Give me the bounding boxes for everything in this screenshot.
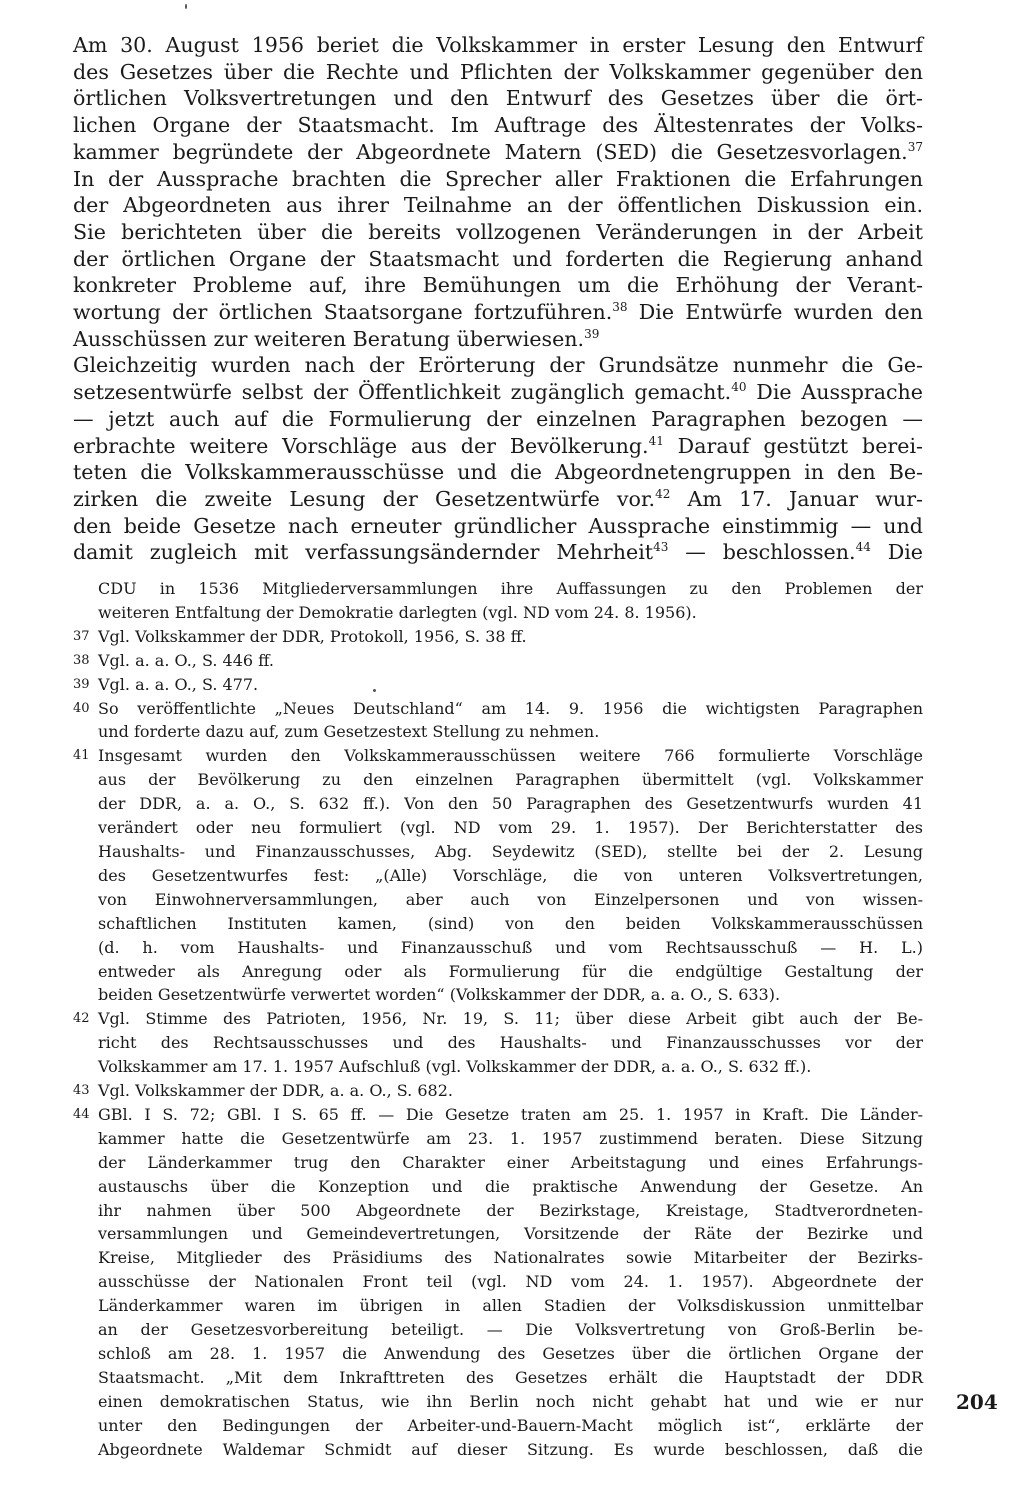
body-line-text: erbrachte weitere Vorschläge aus der Bevölkerung.	[73, 433, 649, 458]
footnote-ref-39: 39	[584, 326, 600, 341]
body-line	[73, 539, 923, 566]
footnote-38	[73, 649, 923, 673]
footnote-number: 44	[73, 1106, 90, 1122]
page-number: 204	[956, 1390, 998, 1414]
footnote-number: 39	[73, 676, 90, 692]
body-line-text: damit zugleich mit verfassungsändernder Mehrheit	[73, 540, 654, 565]
footnote-line: Abgeordnete Waldemar Schmidt auf dieser Sitzung. Es wurde beschlossen, daß die	[98, 1439, 923, 1459]
footnote-line: (d. h. vom Haushalts- und Finanzausschuß und vom Rechtsausschuß — H. L.)	[98, 937, 923, 957]
body-line: des Gesetzes über die Rechte und Pflichten der Volkskammer gegenüber den	[73, 59, 923, 84]
footnote-line: weiteren Entfaltung der Demokratie darlegten (vgl. ND vom 24. 8. 1956).	[98, 602, 697, 622]
body-line: der örtlichen Organe der Staatsmacht und forderten die Regierung anhand	[73, 246, 923, 271]
footnote-37	[73, 625, 923, 649]
body-line: der Abgeordneten aus ihrer Teilnahme an der öffentlichen Diskussion ein.	[73, 193, 923, 218]
body-line-text: kammer begründete der Abgeordnete Matern (SED) die Gesetzesvorlagen.	[73, 139, 908, 164]
body-line	[73, 299, 923, 326]
footnote-ref-37: 37	[907, 139, 923, 154]
body-line	[73, 433, 923, 460]
footnote-continuation	[73, 577, 923, 625]
body-line	[73, 486, 923, 513]
footnote-line: entweder als Anregung oder als Formulierung für die endgültige Gestaltung der	[98, 961, 923, 981]
footnote-line: beiden Gesetzentwürfe verwertet worden“ (Volkskammer der DDR, a. a. O., S. 633).	[98, 985, 781, 1005]
body-line: Am 30. August 1956 beriet die Volkskammer in erster Lesung den Entwurf	[73, 33, 923, 57]
body-line-text: —	[668, 540, 723, 565]
scan-speck	[373, 689, 376, 692]
footnote-number: 43	[73, 1083, 90, 1099]
footnote-ref-40: 40	[731, 380, 747, 395]
body-line-text: Die Aussprache	[746, 380, 923, 405]
footnote-line: einen demokratischen Status, wie ihn Berlin noch nicht gehabt hat und wie er nur	[98, 1391, 923, 1411]
footnote-line: Vgl. Volkskammer der DDR, a. a. O., S. 682.	[98, 1081, 453, 1101]
footnote-line: verändert oder neu formuliert (vgl. ND vom 29. 1. 1957). Der Berichterstatter des	[98, 818, 923, 838]
footnote-line: unter den Bedingungen der Arbeiter-und-Bauern-Macht möglich ist“, erklärte der	[98, 1415, 923, 1435]
footnote-ref-43: 43	[653, 540, 669, 555]
body-line: — jetzt auch auf die Formulierung der einzelnen Paragraphen bezogen —	[73, 406, 923, 431]
footnote-line: Vgl. Volkskammer der DDR, Protokoll, 1956, S. 38 ff.	[98, 626, 527, 646]
footnote-line: aus der Bevölkerung zu den einzelnen Paragraphen übermittelt (vgl. Volkskammer	[98, 770, 923, 790]
body-line	[73, 326, 923, 353]
footnote-line: schloß am 28. 1. 1957 die Anwendung des Gesetzes über die örtlichen Organe der	[98, 1344, 923, 1363]
footnote-line: Volkskammer am 17. 1. 1957 Aufschluß (vgl. Volkskammer der DDR, a. a. O., S. 632 ff.).	[98, 1057, 812, 1077]
body-line: konkreter Probleme auf, ihre Bemühungen um die Erhöhung der Verant-	[73, 273, 923, 298]
footnote-ref-42: 42	[655, 486, 671, 501]
footnote-line: von Einwohnerversammlungen, aber auch von Einzelpersonen und von wissen-	[98, 889, 923, 909]
footnote-number: 37	[73, 628, 90, 644]
footnote-number: 40	[73, 700, 90, 716]
footnote-number: 42	[73, 1011, 90, 1027]
scan-speck	[185, 4, 187, 9]
footnote-line: Haushalts- und Finanzausschusses, Abg. Seydewitz (SED), stellte bei der 2. Lesung	[98, 841, 923, 861]
body-line-text: Ausschüssen zur weiteren Beratung überwiesen.	[73, 326, 585, 351]
footnote-line: versammlungen und Gemeindevertretungen, Vorsitzende der Räte der Bezirke und	[98, 1224, 923, 1244]
body-line: den beide Gesetze nach erneuter gründlicher Aussprache einstimmig — und	[73, 513, 923, 538]
footnote-line: austauschs über die Konzeption und die praktische Anwendung der Gesetze. An	[98, 1176, 923, 1196]
body-text	[73, 32, 923, 566]
footnote-line: GBl. I S. 72; GBl. I S. 65 ff. — Die Gesetze traten am 25. 1. 1957 in Kraft. Die Länder-	[98, 1104, 923, 1124]
footnote-line: der DDR, a. a. O., S. 632 ff.). Von den 50 Paragraphen des Gesetzentwurfs wurden 41	[98, 794, 923, 814]
footnote-line: Vgl. Stimme des Patrioten, 1956, Nr. 19, S. 11; über diese Arbeit gibt auch der Be-	[98, 1009, 923, 1029]
body-line-text: zirken die zweite Lesung der Gesetzentwürfe vor.	[73, 486, 656, 511]
footnotes	[73, 577, 923, 1462]
footnote-line: des Gesetzentwurfes fest: „(Alle) Vorschläge, die von unteren Volksvertretungen,	[98, 865, 923, 885]
body-line: In der Aussprache brachten die Sprecher aller Fraktionen die Erfahrungen	[73, 166, 923, 191]
footnote-42	[73, 1007, 923, 1079]
body-line-text: Die Entwürfe wurden den	[627, 300, 923, 325]
footnote-line: an der Gesetzesvorbereitung beteiligt. — Die Volksvertretung von Groß-Berlin be-	[98, 1320, 923, 1340]
footnote-40	[73, 697, 923, 745]
body-line-text: setzesentwürfe selbst der Öffentlichkeit zugänglich gemacht.	[73, 380, 732, 405]
footnote-line: ihr nahmen über 500 Abgeordnete der Bezirkstage, Kreistage, Stadtverordneten-	[98, 1200, 923, 1220]
footnote-line: und forderte dazu auf, zum Gesetzestext Stellung zu nehmen.	[98, 722, 600, 742]
footnote-ref-44: 44	[855, 540, 871, 555]
footnote-39	[73, 673, 923, 697]
footnote-44	[73, 1103, 923, 1462]
footnote-line: CDU in 1536 Mitgliederversammlungen ihre Auffassungen zu den Problemen der	[98, 579, 923, 598]
footnote-ref-41: 41	[648, 433, 664, 448]
footnote-41	[73, 744, 923, 1007]
body-line-text: beschlossen.	[722, 540, 856, 565]
body-line-text: wortung der örtlichen Staatsorgane fortzuführen.	[73, 300, 613, 325]
footnote-line: So veröffentlichte „Neues Deutschland“ am 14. 9. 1956 die wichtigsten Paragraphen	[98, 698, 923, 718]
body-line: Sie berichteten über die bereits vollzogenen Veränderungen in der Arbeit	[73, 219, 923, 244]
body-line-text: Am 17. Januar wur-	[670, 486, 923, 511]
footnote-43	[73, 1079, 923, 1103]
footnote-line: richt des Rechtsausschusses und des Haushalts- und Finanzausschusses vor der	[98, 1033, 923, 1053]
body-line	[73, 379, 923, 406]
footnote-ref-38: 38	[612, 300, 628, 315]
body-line: teten die Volkskammerausschüsse und die Abgeordnetengruppen in den Be-	[73, 460, 923, 485]
footnote-line: Staatsmacht. „Mit dem Inkrafttreten des Gesetzes erhält die Hauptstadt der DDR	[98, 1367, 923, 1387]
footnote-line: kammer hatte die Gesetzentwürfe am 23. 1. 1957 zustimmend beraten. Diese Sitzung	[98, 1128, 923, 1148]
body-line: lichen Organe der Staatsmacht. Im Auftrage des Ältestenrates der Volks-	[73, 113, 923, 138]
body-line: örtlichen Volksvertretungen und den Entwurf des Gesetzes über die ört-	[73, 86, 923, 111]
body-line-text: Die	[870, 540, 923, 565]
footnote-line: Kreise, Mitglieder des Präsidiums des Nationalrates sowie Mitarbeiter der Bezirks-	[98, 1248, 923, 1268]
footnote-line: Vgl. a. a. O., S. 477.	[98, 674, 259, 694]
footnote-line: Insgesamt wurden den Volkskammerausschüssen weitere 766 formulierte Vorschläge	[98, 746, 923, 766]
body-line	[73, 139, 923, 166]
footnote-line: schaftlichen Instituten kamen, (sind) von den beiden Volkskammerausschüssen	[98, 913, 923, 933]
body-line-text: Darauf gestützt berei-	[663, 433, 923, 458]
footnote-number: 38	[73, 652, 90, 668]
body-line: Gleichzeitig wurden nach der Erörterung der Grundsätze nunmehr die Ge-	[73, 353, 923, 378]
footnote-line: Länderkammer waren im übrigen in allen Stadien der Volksdiskussion unmittelbar	[98, 1296, 923, 1316]
footnote-line: ausschüsse der Nationalen Front teil (vgl. ND vom 24. 1. 1957). Abgeordnete der	[98, 1272, 923, 1292]
footnote-number: 41	[73, 748, 90, 764]
footnote-line: der Länderkammer trug den Charakter einer Arbeitstagung und eines Erfahrungs-	[98, 1152, 923, 1172]
footnote-line: Vgl. a. a. O., S. 446 ff.	[98, 650, 275, 670]
